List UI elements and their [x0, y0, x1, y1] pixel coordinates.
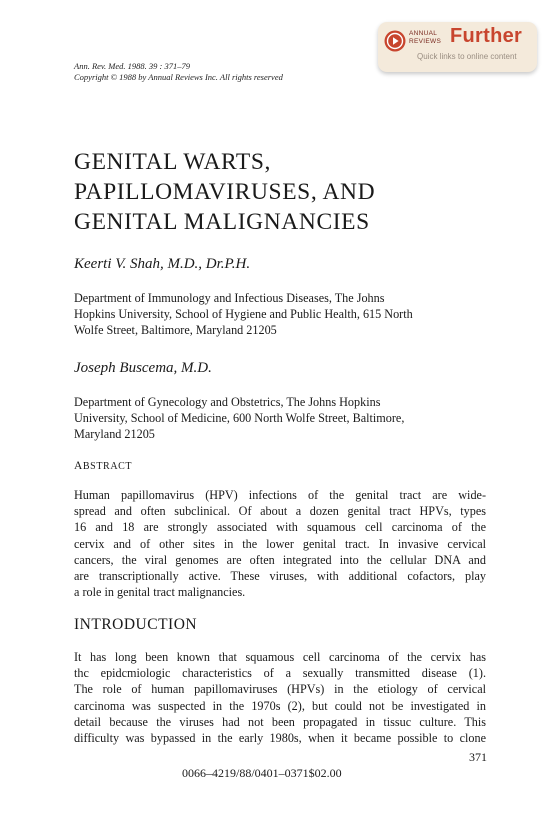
- journal-citation: [74, 61, 283, 83]
- abstract-line: a role in genital tract malignancies.: [74, 585, 246, 600]
- abstract-line: Human papillomavirus (HPV) infections of the genital tract are wide-: [74, 488, 486, 502]
- author-name-1: Keerti V. Shah, M.D., Dr.P.H.: [74, 256, 251, 272]
- brand-line-2: REVIEWS: [409, 37, 442, 45]
- further-label: Further: [450, 25, 523, 47]
- title-line-2: PAPILLOMAVIRUSES, AND: [74, 179, 376, 205]
- article-title: [74, 147, 375, 237]
- author-name-2: Joseph Buscema, M.D.: [74, 360, 212, 376]
- introduction-heading: INTRODUCTION: [74, 616, 198, 633]
- annual-reviews-logo-icon: [384, 30, 406, 52]
- abstract-line: cancers, the viral genomes are often integrated into the cellular DNA and: [74, 552, 486, 567]
- citation-line-2: Copyright © 1988 by Annual Reviews Inc. All rights reserved: [74, 72, 283, 82]
- abstract-heading-rest: BSTRACT: [82, 461, 133, 472]
- abstract-line: cervix and of other sites in the lower genital tract. In invasive cervical: [74, 536, 486, 551]
- affiliation-line: Department of Gynecology and Obstetrics, The Johns Hopkins: [74, 395, 381, 409]
- badge-tagline: Quick links to online content: [417, 52, 517, 61]
- annual-reviews-wordmark: [409, 30, 441, 45]
- affiliation-line: Hopkins University, School of Hygiene and Public Health, 615 North: [74, 307, 413, 321]
- affiliation-line: University, School of Medicine, 600 North Wolfe Street, Baltimore,: [74, 411, 405, 425]
- affiliation-line: Maryland 21205: [74, 427, 155, 441]
- title-line-3: GENITAL MALIGNANCIES: [74, 209, 370, 235]
- introduction-line: detail because the viruses had not been propagated in tissuc culture. This: [74, 714, 486, 729]
- citation-line-1: Ann. Rev. Med. 1988. 39 : 371–79: [74, 61, 190, 71]
- author-affiliation-1: [74, 290, 504, 338]
- annual-reviews-further-badge[interactable]: [378, 22, 537, 72]
- introduction-line: It has long been known that squamous cell carcinoma of the cervix has: [74, 650, 486, 664]
- abstract-line: spread and often subclinical. Of about a dozen genital tract HPVs, types: [74, 504, 486, 519]
- footer-article-code: 0066–4219/88/0401–0371$02.00: [182, 766, 342, 780]
- affiliation-line: Department of Immunology and Infectious Diseases, The Johns: [74, 291, 385, 305]
- introduction-line: carcinoma was suspected in the 1970s (2), but could not be investigated in: [74, 698, 486, 713]
- page-number: 371: [469, 750, 487, 764]
- title-line-1: GENITAL WARTS,: [74, 149, 272, 175]
- abstract-line: 16 and 18 are strongly associated with squamous cell carcinoma of the: [74, 520, 486, 535]
- brand-line-1: ANNUAL: [409, 30, 438, 37]
- abstract-body: [74, 487, 486, 600]
- introduction-line: The role of human papillomaviruses (HPVs) in the etiology of cervical: [74, 682, 486, 697]
- introduction-line: thc epidcmiologic characteristics of a sexually transmitted disease (1).: [74, 666, 486, 681]
- affiliation-line: Wolfe Street, Baltimore, Maryland 21205: [74, 323, 277, 337]
- introduction-line: difficulty was bypassed in the early 1980s, when it became possible to clone: [74, 730, 486, 745]
- introduction-body: [74, 649, 486, 746]
- abstract-line: are transcriptionally active. These viruses, with additional cofactors, play: [74, 568, 486, 583]
- author-affiliation-2: [74, 394, 504, 442]
- abstract-heading-initial: A: [74, 460, 83, 472]
- abstract-heading: [74, 460, 132, 472]
